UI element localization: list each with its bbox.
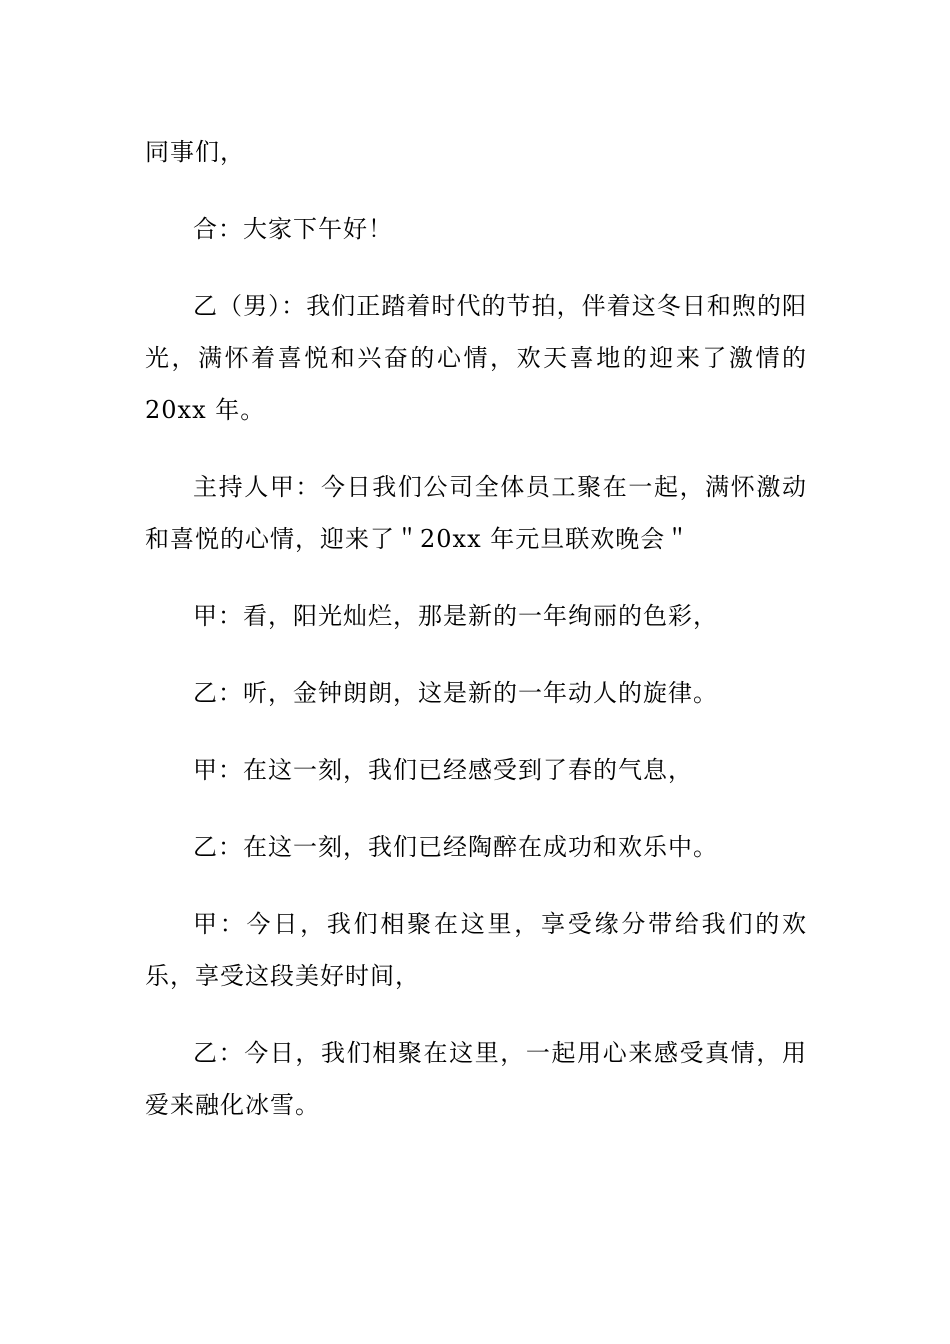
- paragraph: 乙：今日，我们相聚在这里，一起用心来感受真情，用爱来融化冰雪。: [145, 1039, 807, 1119]
- paragraph: 乙：在这一刻，我们已经陶醉在成功和欢乐中。: [193, 833, 718, 861]
- paragraph: 乙：听，金钟朗朗，这是新的一年动人的旋律。: [193, 679, 718, 707]
- paragraph: 合：大家下午好！: [193, 215, 393, 243]
- paragraph: 甲：看，阳光灿烂，那是新的一年绚丽的色彩，: [193, 602, 718, 630]
- paragraph: 甲：在这一刻，我们已经感受到了春的气息，: [193, 756, 693, 784]
- paragraph: 主持人甲：今日我们公司全体员工聚在一起，满怀激动和喜悦的心情，迎来了＂20xx 年元旦联欢晚会＂: [145, 473, 807, 553]
- paragraph: 同事们，: [145, 138, 245, 166]
- document-body: [145, 126, 807, 1156]
- paragraph: 甲：今日，我们相聚在这里，享受缘分带给我们的欢乐，享受这段美好时间，: [145, 910, 807, 990]
- paragraph: 乙（男）：我们正踏着时代的节拍，伴着这冬日和煦的阳光，满怀着喜悦和兴奋的心情，欢天喜地的迎来了激情的 20xx 年。: [145, 292, 807, 424]
